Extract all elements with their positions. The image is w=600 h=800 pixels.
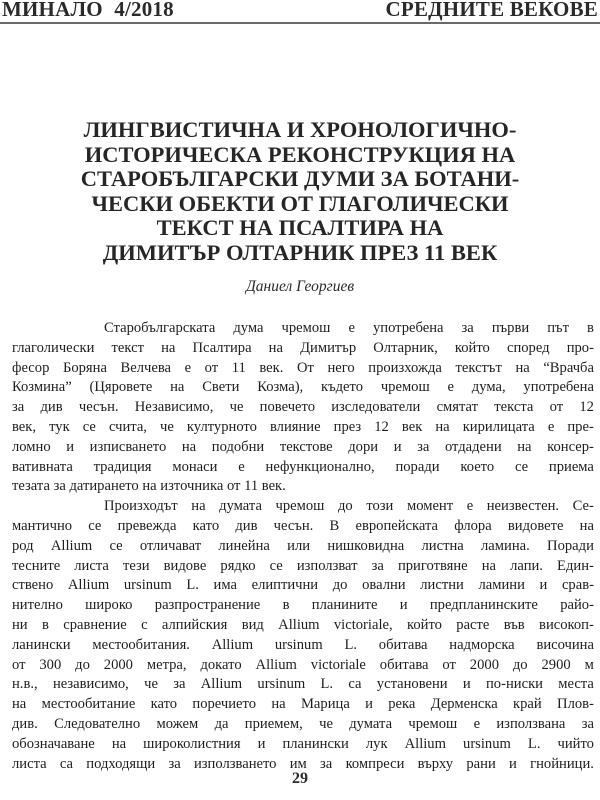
text-line: Козмина” (Цяровете на Свети Козма), където чремош е дума, употребена bbox=[12, 379, 594, 396]
title-line: ТЕКСТ НА ПСАЛТИРА НА bbox=[156, 215, 444, 240]
page-number: 29 bbox=[292, 770, 308, 787]
text-line: фесор Боряна Велчева е от 11 век. От него произхожда текстът на “Врачба bbox=[12, 359, 594, 376]
text-line: листа са подходящи за използването им за компреси върху рани и гнойници. bbox=[12, 755, 594, 772]
title-line: ЛИНГВИСТИЧНА И ХРОНОЛОГИЧНО- bbox=[83, 117, 517, 142]
text-line: ствено Allium ursinum L. има елиптични до овални листни ламини и срав- bbox=[12, 577, 594, 594]
text-line: род Allium се отличават линейна или нишковидна листна ламина. Поради bbox=[12, 537, 594, 554]
text-line: Произходът на думата чремош до този момент е неизвестен. Се- bbox=[104, 498, 594, 515]
text-line: тесните листа тези видове рядко се използват за приготвяне на лапи. Един- bbox=[12, 557, 594, 574]
text-line: тезата за датирането на източника от 11 век. bbox=[12, 478, 286, 495]
text-line: ни в сравнение с алпийския вид Allium victoriale, който расте във високоп- bbox=[12, 616, 594, 633]
title-line: ДИМИТЪР ОЛТАРНИК ПРЕЗ 11 ВЕК bbox=[102, 239, 498, 265]
text-line: обозначаване на широколистния и планински лук Allium ursinum L. чийто bbox=[12, 735, 594, 752]
title-line: ИСТОРИЧЕСКА РЕКОНСТРУКЦИЯ НА bbox=[84, 141, 516, 167]
header-rule bbox=[0, 22, 600, 24]
text-line: глаголически текст на Псалтира на Димитър Олтарник, който според про- bbox=[12, 339, 594, 356]
text-line: за див чесън. Независимо, че повечето изследователи смятат текста от 12 bbox=[12, 399, 594, 416]
text-line: вативната традиция монаси е нефункционално, поради което се приема bbox=[12, 458, 594, 475]
title-line: СТАРОБЪЛГАРСКИ ДУМИ ЗА БОТАНИ- bbox=[80, 166, 520, 191]
article-title bbox=[0, 118, 600, 265]
text-line: див. Следователно можем да приемем, че думата чремош е използвана за bbox=[12, 715, 594, 732]
article-body bbox=[12, 319, 594, 774]
text-line: ломно и изписването на подобни текстове дори и за отдадени на консер- bbox=[12, 438, 594, 455]
text-line: н.в., независимо, че за Allium ursinum L. са установени и по-ниски места bbox=[12, 676, 594, 693]
text-line: ланински местообитания. Allium ursinum L. обитава надморска височина bbox=[12, 636, 594, 653]
title-line: ЧЕСКИ ОБЕКТИ ОТ ГЛАГОЛИЧЕСКИ bbox=[91, 190, 509, 216]
text-line: от 300 до 2000 метра, докато Allium victoriale обитава от 2000 до 2900 м bbox=[12, 656, 594, 673]
text-line: на местообитание като поречието на Марица и река Дерменска край Плов- bbox=[12, 696, 594, 713]
text-line: век, тук се счита, че културното влияние през 12 век на кирилицата е пре- bbox=[12, 418, 594, 435]
section-name: СРЕДНИТЕ ВЕКОВЕ bbox=[385, 0, 598, 21]
text-line: Старобългарската дума чремош е употребена за първи път в bbox=[104, 320, 594, 336]
running-header bbox=[2, 0, 598, 22]
journal-issue: МИНАЛО 4/2018 bbox=[2, 0, 174, 21]
text-line: нително широко разпространение в планините и предпланинските райо- bbox=[12, 597, 594, 614]
text-line: мантично се превежда като див чесън. В европейската флора видовете на bbox=[12, 517, 594, 534]
article-author: Даниел Георгиев bbox=[245, 278, 355, 295]
